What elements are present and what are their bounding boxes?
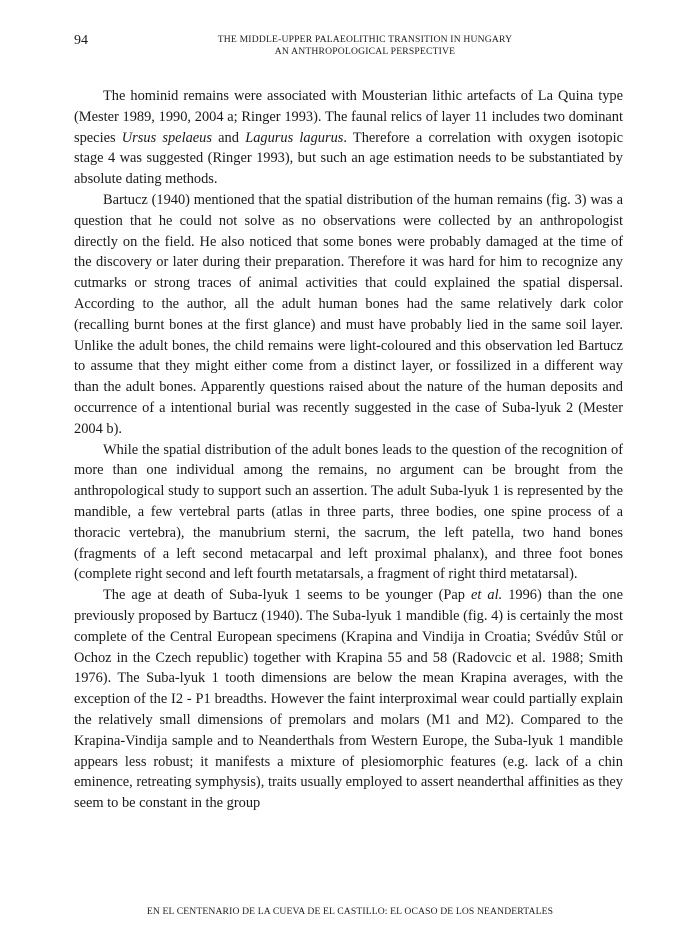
paragraph-text: The hominid remains were associated with Mousterian lithic artefacts of La Quina type (Mester 1989, 1990, 2004 a; Ringer 1993). The faunal relics of layer 11 includes two dominant species — [74, 88, 623, 146]
paragraph-text: . Therefore a correlation with oxygen isotopic stage 4 was suggested (Ringer 1993), but such an age estimation needs to be substantiated by absolute dating methods. — [74, 129, 623, 188]
paragraph-text: The age at death of Suba-lyuk 1 seems to be younger (Pap — [103, 587, 471, 604]
paragraph-1 — [74, 86, 623, 190]
paragraph-2: Bartucz (1940) mentioned that the spatial distribution of the human remains (fig. 3) was a question that he could not solve as no observations were collected by an anthropologist directly on the field. He also noticed that some bones were probably damaged at the time of the discovery or later during their preparation. Therefore it was hard for him to recognize any cutmarks or strong traces of animal activities that could explained the spatial dispersal. According to the author, all the adult human bones had the same relatively dark color (recalling burnt bones at the first glance) and must have probably lied in the same soil layer. Unlike the adult bones, the child remains were light-coloured and this observation led Bartucz to assume that they might either come from a distinct layer, or fossilized in a different way than the adult bones. Apparently questions raised about the nature of the human deposits and occurrence of a intentional burial was recently suggested in the case of Suba-lyuk 2 (Mester 2004 b). — [74, 191, 623, 437]
paragraph-3: While the spatial distribution of the adult bones leads to the question of the recognition of more than one individual among the remains, no argument can be brought from the anthropological study to support such an assertion. The adult Suba-lyuk 1 is represented by the mandible, a few vertebral parts (atlas in three parts, three bodies, one spine process of a thoracic vertebra), the manubrium sterni, the sacrum, the left patella, two hand bones (fragments of a left second metacarpal and left proximal phalanx), and three foot bones (complete right second and left fourth metatarsals, a fragment of right third metatarsal). — [74, 441, 623, 583]
citation-italic: et al. — [470, 587, 503, 604]
running-header-line-1: THE MIDDLE-UPPER PALAEOLITHIC TRANSITION IN HUNGARY — [217, 34, 513, 45]
paragraph-text: and — [211, 129, 246, 146]
paragraph-4 — [74, 585, 623, 814]
page-footer: EN EL CENTENARIO DE LA CUEVA DE EL CASTILLO: EL OCASO DE LOS NEANDERTALES — [146, 906, 554, 917]
species-name-italic: Lagurus lagurus — [245, 129, 344, 146]
species-name-italic: Ursus spelaeus — [121, 129, 212, 146]
body-text — [74, 86, 623, 814]
paragraph-text: 1996) than the one previously proposed by Bartucz (1940). The Suba-lyuk 1 mandible (fig. 4) is certainly the most complete of the Central European specimens (Krapina and Vindija in Croatia; Svédův Stůl or Ochoz in the Czech republic) together with Krapina 55 and 58 (Radovcic et al. 1988; Smith 1976). The Suba-lyuk 1 tooth dimensions are below the mean Krapina averages, with the exception of the I2 - P1 breadths. However the faint interproximal wear could partially explain the relatively small dimensions of premolars and molars (M1 and M2). Compared to the Krapina-Vindija sample and to Neanderthals from Western Europe, the Suba-lyuk 1 mandible appears less robust; it manifests a mixture of plesiomorphic features (e.g. lack of a chin eminence, retreating symphysis), traits usually employed to assert neanderthal affinities as they seem to be constant in the group — [74, 587, 623, 812]
running-header — [170, 34, 560, 58]
running-header-line-2: AN ANTHROPOLOGICAL PERSPECTIVE — [274, 46, 456, 57]
page-number: 94 — [74, 33, 88, 48]
